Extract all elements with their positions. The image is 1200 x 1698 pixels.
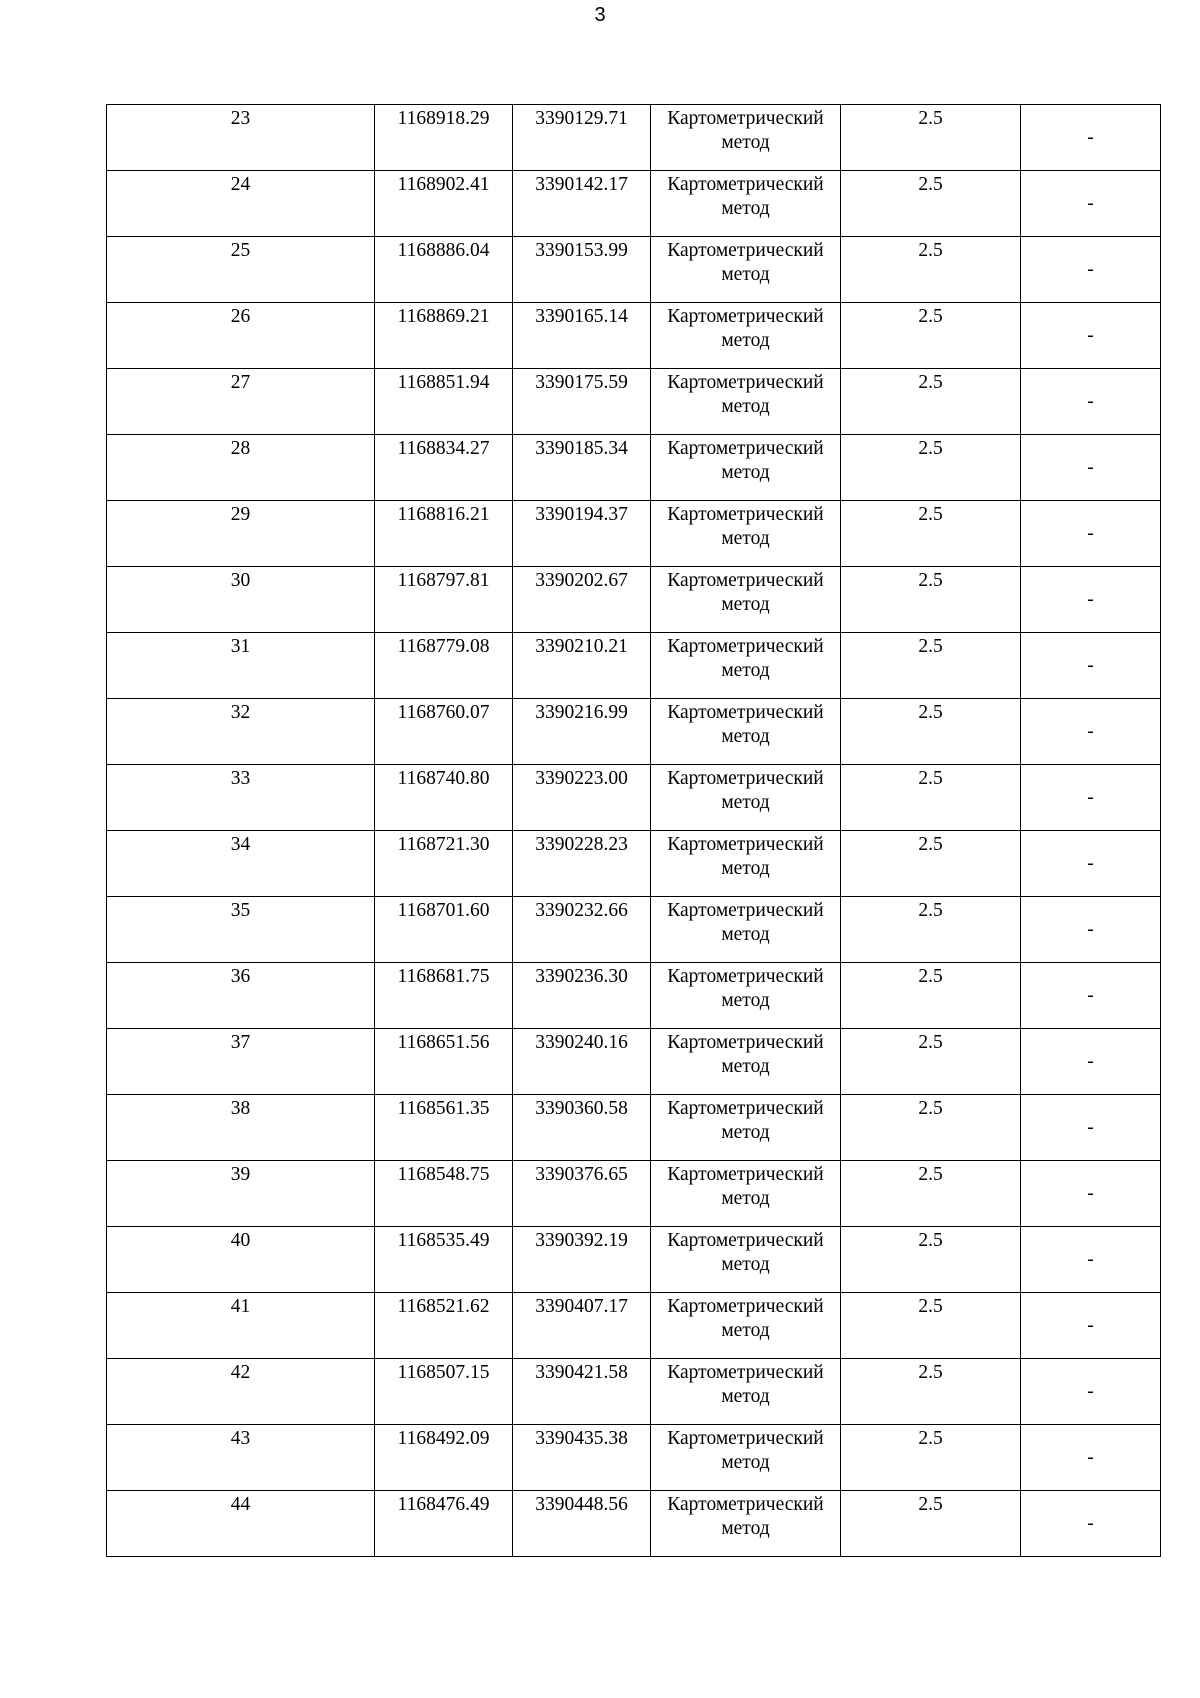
method-cell	[651, 171, 841, 237]
method-text-line1: Картометрический	[667, 504, 824, 525]
table-row	[107, 1161, 1161, 1227]
accuracy-cell: 2.5	[841, 435, 1021, 501]
method-text-line1: Картометрический	[667, 108, 824, 129]
method-text-line2: метод	[721, 1386, 770, 1407]
y-coordinate-cell: 3390129.71	[513, 105, 651, 171]
point-number-cell: 27	[107, 369, 375, 435]
method-text-line2: метод	[721, 1518, 770, 1539]
method-cell	[651, 1161, 841, 1227]
method-cell	[651, 699, 841, 765]
point-number-cell: 41	[107, 1293, 375, 1359]
method-text-line1: Картометрический	[667, 1098, 824, 1119]
method-cell	[651, 1491, 841, 1557]
point-number-cell: 37	[107, 1029, 375, 1095]
table-row	[107, 567, 1161, 633]
description-cell: -	[1021, 897, 1161, 963]
x-coordinate-cell: 1168740.80	[375, 765, 513, 831]
y-coordinate-cell: 3390228.23	[513, 831, 651, 897]
x-coordinate-cell: 1168492.09	[375, 1425, 513, 1491]
description-cell: -	[1021, 1491, 1161, 1557]
method-text-line2: метод	[721, 264, 770, 285]
method-cell	[651, 105, 841, 171]
x-coordinate-cell: 1168886.04	[375, 237, 513, 303]
point-number-cell: 43	[107, 1425, 375, 1491]
accuracy-cell: 2.5	[841, 1359, 1021, 1425]
method-text-line2: метод	[721, 726, 770, 747]
accuracy-cell: 2.5	[841, 963, 1021, 1029]
description-cell: -	[1021, 567, 1161, 633]
table-row	[107, 699, 1161, 765]
method-cell	[651, 1029, 841, 1095]
description-cell: -	[1021, 1161, 1161, 1227]
coordinates-table	[106, 104, 1161, 1557]
table-row	[107, 765, 1161, 831]
method-text-line1: Картометрический	[667, 1428, 824, 1449]
x-coordinate-cell: 1168816.21	[375, 501, 513, 567]
accuracy-cell: 2.5	[841, 303, 1021, 369]
description-cell: -	[1021, 1227, 1161, 1293]
method-cell	[651, 1293, 841, 1359]
method-cell	[651, 633, 841, 699]
accuracy-cell: 2.5	[841, 1491, 1021, 1557]
method-text-line2: метод	[721, 660, 770, 681]
y-coordinate-cell: 3390153.99	[513, 237, 651, 303]
point-number-cell: 28	[107, 435, 375, 501]
method-cell	[651, 1227, 841, 1293]
x-coordinate-cell: 1168902.41	[375, 171, 513, 237]
x-coordinate-cell: 1168851.94	[375, 369, 513, 435]
method-cell	[651, 303, 841, 369]
method-cell	[651, 435, 841, 501]
x-coordinate-cell: 1168681.75	[375, 963, 513, 1029]
method-text-line1: Картометрический	[667, 372, 824, 393]
table-row	[107, 1095, 1161, 1161]
method-text-line1: Картометрический	[667, 1032, 824, 1053]
point-number-cell: 38	[107, 1095, 375, 1161]
point-number-cell: 25	[107, 237, 375, 303]
table-row	[107, 105, 1161, 171]
table-row	[107, 897, 1161, 963]
method-text-line2: метод	[721, 990, 770, 1011]
x-coordinate-cell: 1168548.75	[375, 1161, 513, 1227]
method-text-line1: Картометрический	[667, 1230, 824, 1251]
y-coordinate-cell: 3390232.66	[513, 897, 651, 963]
y-coordinate-cell: 3390407.17	[513, 1293, 651, 1359]
x-coordinate-cell: 1168918.29	[375, 105, 513, 171]
x-coordinate-cell: 1168521.62	[375, 1293, 513, 1359]
method-text-line1: Картометрический	[667, 1362, 824, 1383]
method-text-line2: метод	[721, 1452, 770, 1473]
description-cell: -	[1021, 831, 1161, 897]
description-cell: -	[1021, 237, 1161, 303]
point-number-cell: 24	[107, 171, 375, 237]
method-cell	[651, 963, 841, 1029]
y-coordinate-cell: 3390223.00	[513, 765, 651, 831]
method-text-line2: метод	[721, 132, 770, 153]
method-text-line1: Картометрический	[667, 900, 824, 921]
accuracy-cell: 2.5	[841, 237, 1021, 303]
point-number-cell: 26	[107, 303, 375, 369]
point-number-cell: 30	[107, 567, 375, 633]
accuracy-cell: 2.5	[841, 369, 1021, 435]
method-text-line1: Картометрический	[667, 1296, 824, 1317]
description-cell: -	[1021, 105, 1161, 171]
x-coordinate-cell: 1168476.49	[375, 1491, 513, 1557]
point-number-cell: 39	[107, 1161, 375, 1227]
point-number-cell: 36	[107, 963, 375, 1029]
table-row	[107, 1491, 1161, 1557]
point-number-cell: 44	[107, 1491, 375, 1557]
y-coordinate-cell: 3390142.17	[513, 171, 651, 237]
method-text-line2: метод	[721, 462, 770, 483]
accuracy-cell: 2.5	[841, 765, 1021, 831]
table-row	[107, 435, 1161, 501]
description-cell: -	[1021, 699, 1161, 765]
table-row	[107, 501, 1161, 567]
y-coordinate-cell: 3390202.67	[513, 567, 651, 633]
method-cell	[651, 831, 841, 897]
y-coordinate-cell: 3390236.30	[513, 963, 651, 1029]
table-row	[107, 1227, 1161, 1293]
table-row	[107, 1425, 1161, 1491]
method-cell	[651, 1359, 841, 1425]
method-cell	[651, 501, 841, 567]
method-text-line1: Картометрический	[667, 768, 824, 789]
method-text-line1: Картометрический	[667, 306, 824, 327]
description-cell: -	[1021, 1029, 1161, 1095]
description-cell: -	[1021, 303, 1161, 369]
x-coordinate-cell: 1168561.35	[375, 1095, 513, 1161]
y-coordinate-cell: 3390175.59	[513, 369, 651, 435]
accuracy-cell: 2.5	[841, 1425, 1021, 1491]
y-coordinate-cell: 3390185.34	[513, 435, 651, 501]
x-coordinate-cell: 1168779.08	[375, 633, 513, 699]
y-coordinate-cell: 3390448.56	[513, 1491, 651, 1557]
table-row	[107, 1293, 1161, 1359]
point-number-cell: 29	[107, 501, 375, 567]
accuracy-cell: 2.5	[841, 501, 1021, 567]
y-coordinate-cell: 3390165.14	[513, 303, 651, 369]
accuracy-cell: 2.5	[841, 105, 1021, 171]
point-number-cell: 35	[107, 897, 375, 963]
description-cell: -	[1021, 435, 1161, 501]
description-cell: -	[1021, 369, 1161, 435]
point-number-cell: 32	[107, 699, 375, 765]
accuracy-cell: 2.5	[841, 1227, 1021, 1293]
description-cell: -	[1021, 1425, 1161, 1491]
point-number-cell: 40	[107, 1227, 375, 1293]
method-text-line2: метод	[721, 924, 770, 945]
table-row	[107, 171, 1161, 237]
x-coordinate-cell: 1168701.60	[375, 897, 513, 963]
method-text-line2: метод	[721, 198, 770, 219]
description-cell: -	[1021, 1359, 1161, 1425]
x-coordinate-cell: 1168507.15	[375, 1359, 513, 1425]
method-text-line2: метод	[721, 858, 770, 879]
method-text-line1: Картометрический	[667, 1164, 824, 1185]
method-text-line1: Картометрический	[667, 636, 824, 657]
accuracy-cell: 2.5	[841, 831, 1021, 897]
description-cell: -	[1021, 1095, 1161, 1161]
method-cell	[651, 765, 841, 831]
description-cell: -	[1021, 963, 1161, 1029]
point-number-cell: 34	[107, 831, 375, 897]
method-cell	[651, 237, 841, 303]
method-text-line2: метод	[721, 330, 770, 351]
accuracy-cell: 2.5	[841, 1095, 1021, 1161]
method-text-line1: Картометрический	[667, 570, 824, 591]
accuracy-cell: 2.5	[841, 897, 1021, 963]
x-coordinate-cell: 1168535.49	[375, 1227, 513, 1293]
accuracy-cell: 2.5	[841, 699, 1021, 765]
y-coordinate-cell: 3390216.99	[513, 699, 651, 765]
method-text-line1: Картометрический	[667, 702, 824, 723]
point-number-cell: 42	[107, 1359, 375, 1425]
y-coordinate-cell: 3390435.38	[513, 1425, 651, 1491]
method-text-line2: метод	[721, 792, 770, 813]
table-row	[107, 1359, 1161, 1425]
y-coordinate-cell: 3390376.65	[513, 1161, 651, 1227]
accuracy-cell: 2.5	[841, 567, 1021, 633]
method-text-line2: метод	[721, 1122, 770, 1143]
y-coordinate-cell: 3390360.58	[513, 1095, 651, 1161]
page-number: 3	[594, 4, 606, 26]
method-cell	[651, 369, 841, 435]
method-cell	[651, 567, 841, 633]
accuracy-cell: 2.5	[841, 633, 1021, 699]
accuracy-cell: 2.5	[841, 171, 1021, 237]
accuracy-cell: 2.5	[841, 1029, 1021, 1095]
point-number-cell: 23	[107, 105, 375, 171]
y-coordinate-cell: 3390240.16	[513, 1029, 651, 1095]
point-number-cell: 31	[107, 633, 375, 699]
y-coordinate-cell: 3390210.21	[513, 633, 651, 699]
description-cell: -	[1021, 765, 1161, 831]
method-cell	[651, 1425, 841, 1491]
method-text-line1: Картометрический	[667, 966, 824, 987]
method-text-line1: Картометрический	[667, 834, 824, 855]
method-text-line2: метод	[721, 528, 770, 549]
table-row	[107, 963, 1161, 1029]
method-text-line1: Картометрический	[667, 438, 824, 459]
table-row	[107, 303, 1161, 369]
table-row	[107, 237, 1161, 303]
coordinates-table-body	[107, 105, 1161, 1557]
accuracy-cell: 2.5	[841, 1161, 1021, 1227]
method-text-line1: Картометрический	[667, 1494, 824, 1515]
table-row	[107, 369, 1161, 435]
description-cell: -	[1021, 171, 1161, 237]
method-text-line2: метод	[721, 396, 770, 417]
method-text-line2: метод	[721, 1188, 770, 1209]
x-coordinate-cell: 1168721.30	[375, 831, 513, 897]
y-coordinate-cell: 3390392.19	[513, 1227, 651, 1293]
point-number-cell: 33	[107, 765, 375, 831]
description-cell: -	[1021, 633, 1161, 699]
x-coordinate-cell: 1168834.27	[375, 435, 513, 501]
method-cell	[651, 1095, 841, 1161]
table-row	[107, 831, 1161, 897]
method-cell	[651, 897, 841, 963]
x-coordinate-cell: 1168869.21	[375, 303, 513, 369]
method-text-line2: метод	[721, 1056, 770, 1077]
accuracy-cell: 2.5	[841, 1293, 1021, 1359]
x-coordinate-cell: 1168797.81	[375, 567, 513, 633]
description-cell: -	[1021, 501, 1161, 567]
x-coordinate-cell: 1168760.07	[375, 699, 513, 765]
y-coordinate-cell: 3390421.58	[513, 1359, 651, 1425]
table-row	[107, 633, 1161, 699]
method-text-line2: метод	[721, 1320, 770, 1341]
method-text-line2: метод	[721, 1254, 770, 1275]
description-cell: -	[1021, 1293, 1161, 1359]
x-coordinate-cell: 1168651.56	[375, 1029, 513, 1095]
method-text-line2: метод	[721, 594, 770, 615]
method-text-line1: Картометрический	[667, 174, 824, 195]
table-row	[107, 1029, 1161, 1095]
method-text-line1: Картометрический	[667, 240, 824, 261]
y-coordinate-cell: 3390194.37	[513, 501, 651, 567]
